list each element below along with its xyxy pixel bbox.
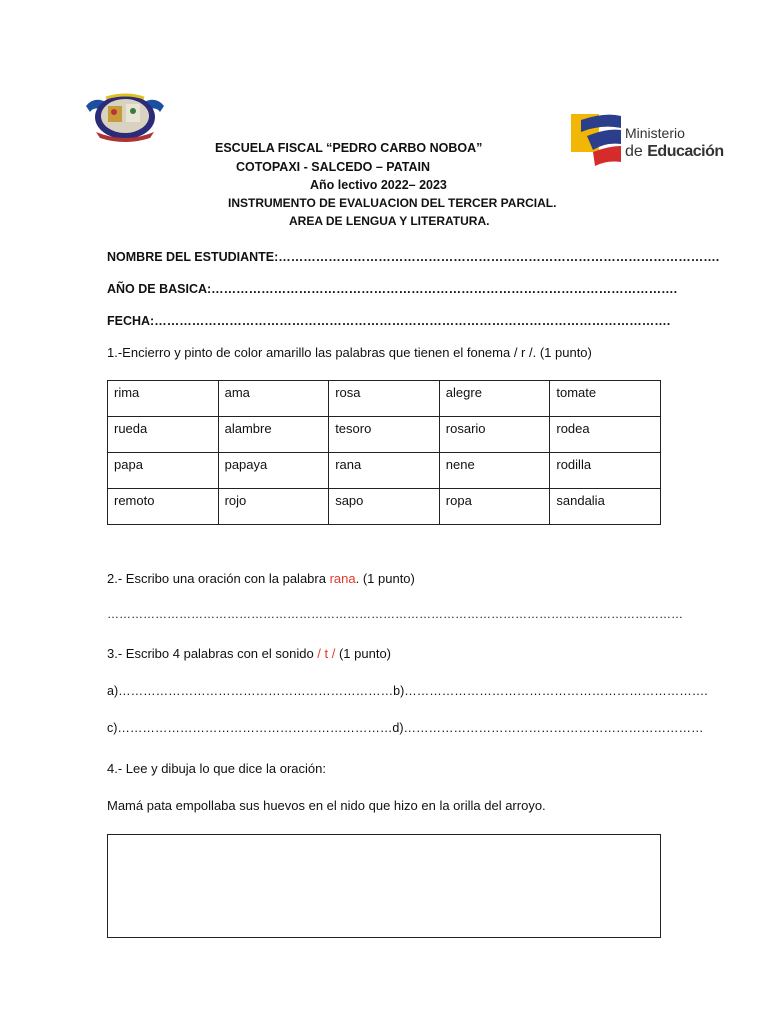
question-2-answer-line[interactable]: ……………………………………………………………………………………………………………………………… (107, 607, 683, 621)
table-row (108, 453, 661, 489)
grade-field[interactable]: AÑO DE BASICA:…………………………………………………………………………………………………. (107, 282, 678, 296)
ministry-name-line2 (625, 144, 724, 160)
question-2-word: rana (329, 571, 356, 586)
school-location: COTOPAXI - SALCEDO – PATAIN (236, 160, 430, 174)
school-crest-logo (84, 92, 166, 142)
word-cell[interactable]: tesoro (329, 417, 440, 453)
ministry-name-de: de (625, 143, 648, 160)
school-year: Año lectivo 2022– 2023 (310, 178, 447, 192)
word-cell[interactable]: remoto (108, 489, 219, 525)
word-cell[interactable]: papa (108, 453, 219, 489)
word-cell[interactable]: rodilla (550, 453, 661, 489)
word-cell[interactable]: ropa (439, 489, 550, 525)
word-table (107, 380, 661, 525)
evaluation-title: INSTRUMENTO DE EVALUACION DEL TERCER PARCIAL. (228, 196, 557, 210)
question-4-sentence: Mamá pata empollaba sus huevos en el nido que hizo en la orilla del arroyo. (107, 798, 546, 813)
word-cell[interactable]: sandalia (550, 489, 661, 525)
word-cell[interactable]: rojo (218, 489, 329, 525)
question-3-sound: / t / (317, 646, 336, 661)
drawing-box[interactable] (107, 834, 661, 938)
word-cell[interactable]: tomate (550, 381, 661, 417)
question-3-suffix: (1 punto) (335, 646, 392, 661)
question-3-prefix: 3.- Escribo 4 palabras con el sonido (107, 646, 318, 661)
ministry-name-educacion: Educación (647, 143, 724, 160)
question-4-text: 4.- Lee y dibuja lo que dice la oración: (107, 761, 326, 776)
word-cell[interactable]: rima (108, 381, 219, 417)
word-cell[interactable]: sapo (329, 489, 440, 525)
ministry-name-line1: Ministerio (625, 125, 685, 141)
word-cell[interactable]: rodea (550, 417, 661, 453)
subject-area: AREA DE LENGUA Y LITERATURA. (289, 214, 490, 228)
table-row (108, 381, 661, 417)
word-cell[interactable]: rosario (439, 417, 550, 453)
question-3-answer-ab[interactable]: a)…………………………………………………………b)………………………………………………………………. (107, 684, 708, 698)
word-cell[interactable]: rosa (329, 381, 440, 417)
question-1-text: 1.-Encierro y pinto de color amarillo las palabras que tienen el fonema / r /. (1 punto) (107, 345, 592, 360)
question-2-suffix: . (1 punto) (355, 571, 415, 586)
student-name-field[interactable]: NOMBRE DEL ESTUDIANTE:……………………………………………………………………………………………. (107, 250, 720, 264)
question-2-prefix: 2.- Escribo una oración con la palabra (107, 571, 330, 586)
date-field[interactable]: FECHA:……………………………………………………………………………………………………………. (107, 314, 671, 328)
word-cell[interactable]: papaya (218, 453, 329, 489)
question-3-answer-cd[interactable]: c)…………………………………………………………d)……………………………………………………………… (107, 721, 704, 735)
ministerio-educacion-logo (571, 112, 724, 170)
word-cell[interactable]: alambre (218, 417, 329, 453)
word-cell[interactable]: ama (218, 381, 329, 417)
question-3-text (107, 646, 391, 661)
word-cell[interactable]: rueda (108, 417, 219, 453)
table-row (108, 489, 661, 525)
word-cell[interactable]: nene (439, 453, 550, 489)
table-row (108, 417, 661, 453)
school-name: ESCUELA FISCAL “PEDRO CARBO NOBOA” (215, 141, 483, 155)
word-cell[interactable]: alegre (439, 381, 550, 417)
question-2-text (107, 571, 415, 586)
word-cell[interactable]: rana (329, 453, 440, 489)
